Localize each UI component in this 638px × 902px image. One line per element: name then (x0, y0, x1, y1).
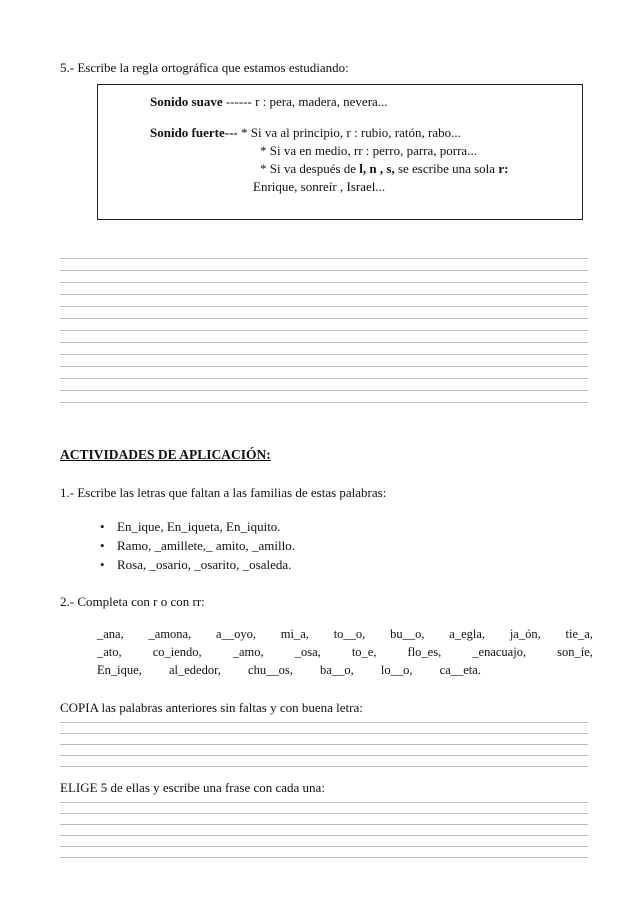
list-item: • Ramo, _amillete,_ amito, _amillo. (100, 536, 295, 555)
list-item: • En_ique, En_iqueta, En_iquito. (100, 517, 295, 536)
fill-word: a_egla, (449, 627, 486, 641)
fill-word: ja_ón, (509, 627, 541, 641)
fill-word: _ana, (97, 627, 124, 641)
fill-word: _amona, (148, 627, 192, 641)
fill-word: ca__eta. (439, 663, 481, 677)
fill-word: En_ique, (97, 663, 142, 677)
question-2-prompt: 2.- Completa con r o con rr: (60, 594, 205, 609)
fill-word: _osa, (294, 645, 321, 659)
fill-word: _ato, (97, 645, 122, 659)
question-5-prompt: 5.- Escribe la regla ortográfica que estamos estudiando: (60, 60, 349, 75)
rule-3-post: se escribe una sola (394, 161, 499, 176)
list-item: • Rosa, _osario, _osarito, _osaleda. (100, 555, 295, 574)
fill-in-row-1 (97, 627, 593, 642)
word-family-list (100, 517, 295, 574)
rule-3-pre: * Si va después de (260, 161, 360, 176)
fill-word: a__oyo, (216, 627, 256, 641)
strong-sound-rule-2: * Si va en medio, rr : perro, parra, porra... (260, 143, 477, 158)
soft-sound-rule (150, 94, 388, 110)
activities-heading: ACTIVIDADES DE APLICACIÓN: (60, 447, 271, 462)
fill-word: flo_es, (407, 645, 442, 659)
rule-box (97, 84, 583, 220)
fill-word: to_e, (351, 645, 377, 659)
choose-prompt: ELIGE 5 de ellas y escribe una frase con cada una: (60, 780, 325, 795)
fill-word: mi_a, (280, 627, 309, 641)
writing-lines-q5 (60, 258, 588, 403)
fill-in-row-2 (97, 645, 593, 660)
fill-word: _enacuajo, (472, 645, 527, 659)
writing-lines-sentences (60, 802, 588, 858)
soft-sound-text: ------ r : pera, madera, nevera... (222, 94, 388, 109)
fill-word: son_íe, (557, 645, 593, 659)
strong-sound-rule-1 (150, 125, 461, 141)
fill-word: _amo, (232, 645, 264, 659)
fill-in-row-3 (97, 663, 481, 678)
fill-word: to__o, (333, 627, 366, 641)
question-1-prompt: 1.- Escribe las letras que faltan a las familias de estas palabras: (60, 485, 387, 500)
fill-word: ba__o, (320, 663, 354, 677)
copy-prompt: COPIA las palabras anteriores sin faltas y con buena letra: (60, 700, 363, 715)
fill-word: al_ededor, (168, 663, 221, 677)
strong-sound-examples: Enrique, sonreír , Israel... (253, 179, 386, 194)
fill-word: co_iendo, (152, 645, 202, 659)
fill-word: bu__o, (390, 627, 425, 641)
rule-3-r: r: (498, 161, 509, 176)
fill-word: chu__os, (248, 663, 293, 677)
fill-word: tie_a, (565, 627, 593, 641)
strong-sound-label: Sonido fuerte--- (150, 125, 238, 140)
writing-lines-copy (60, 722, 588, 767)
strong-sound-rule-3 (260, 161, 508, 177)
strong-sound-rule-1-text: * Si va al principio, r : rubio, ratón, rabo... (237, 125, 461, 140)
rule-3-letters: l, n , s, (359, 161, 395, 176)
soft-sound-label: Sonido suave (150, 94, 223, 109)
fill-word: lo__o, (380, 663, 413, 677)
